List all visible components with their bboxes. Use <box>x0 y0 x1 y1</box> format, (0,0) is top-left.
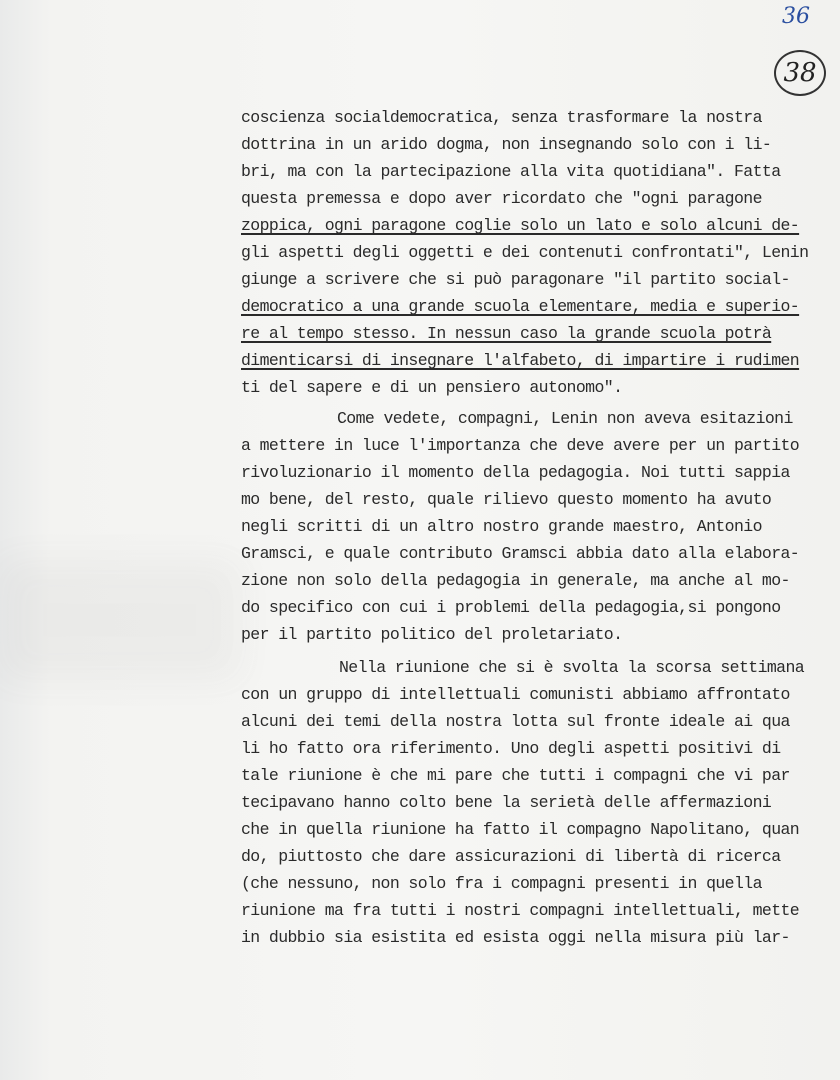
text-line: gli aspetti degli oggetti e dei contenuti confrontati", Lenin <box>241 243 809 262</box>
text-line: coscienza socialdemocratica, senza trasformare la nostra <box>241 108 762 127</box>
text-line: riunione ma fra tutti i nostri compagni intellettuali, mette <box>241 901 800 920</box>
text-line: che in quella riunione ha fatto il compagno Napolitano, quan <box>241 820 800 839</box>
text-line: Nella riunione che si è svolta la scorsa settimana <box>339 658 805 677</box>
text-line: re al tempo stesso. In nessun caso la grande scuola potrà <box>241 324 772 343</box>
text-line: negli scritti di un altro nostro grande maestro, Antonio <box>241 517 762 536</box>
text-line: per il partito politico del proletariato. <box>241 625 623 644</box>
page-number: 36 <box>782 4 810 29</box>
text-line: in dubbio sia esistita ed esista oggi nella misura più lar- <box>241 928 790 947</box>
circled-page-number: 38 <box>774 50 826 96</box>
text-line: Come vedete, compagni, Lenin non aveva esitazioni <box>337 409 793 428</box>
text-line: ti del sapere e di un pensiero autonomo". <box>241 378 623 397</box>
text-line: zione non solo della pedagogia in generale, ma anche al mo- <box>241 571 790 590</box>
text-line: do, piuttosto che dare assicurazioni di libertà di ricerca <box>241 847 781 866</box>
text-line: dottrina in un arido dogma, non insegnando solo con i li- <box>241 135 772 154</box>
text-line: mo bene, del resto, quale rilievo questo momento ha avuto <box>241 490 772 509</box>
text-line: democratico a una grande scuola elementare, media e superio- <box>241 297 800 316</box>
text-line: questa premessa e dopo aver ricordato che "ogni paragone <box>241 189 762 208</box>
text-line: Gramsci, e quale contributo Gramsci abbia dato alla elabora- <box>241 544 800 563</box>
text-line: bri, ma con la partecipazione alla vita quotidiana". Fatta <box>241 162 781 181</box>
text-line: tale riunione è che mi pare che tutti i compagni che vi par <box>241 766 790 785</box>
text-line: a mettere in luce l'importanza che deve avere per un partito <box>241 436 800 455</box>
text-line: dimenticarsi di insegnare l'alfabeto, di impartire i rudimen <box>241 351 800 370</box>
text-line: do specifico con cui i problemi della pedagogia,si pongono <box>241 598 781 617</box>
text-line: con un gruppo di intellettuali comunisti abbiamo affrontato <box>241 685 790 704</box>
text-line: li ho fatto ora riferimento. Uno degli aspetti positivi di <box>241 739 781 758</box>
text-line: zoppica, ogni paragone coglie solo un lato e solo alcuni de- <box>241 216 800 235</box>
text-line: giunge a scrivere che si può paragonare "il partito social- <box>241 270 790 289</box>
text-line: (che nessuno, non solo fra i compagni presenti in quella <box>241 874 762 893</box>
text-line: tecipavano hanno colto bene la serietà delle affermazioni <box>241 793 772 812</box>
bleed-through-stamp <box>0 560 240 680</box>
text-line: rivoluzionario il momento della pedagogia. Noi tutti sappia <box>241 463 790 482</box>
text-line: alcuni dei temi della nostra lotta sul fronte ideale ai qua <box>241 712 790 731</box>
typed-text-body <box>241 104 840 951</box>
